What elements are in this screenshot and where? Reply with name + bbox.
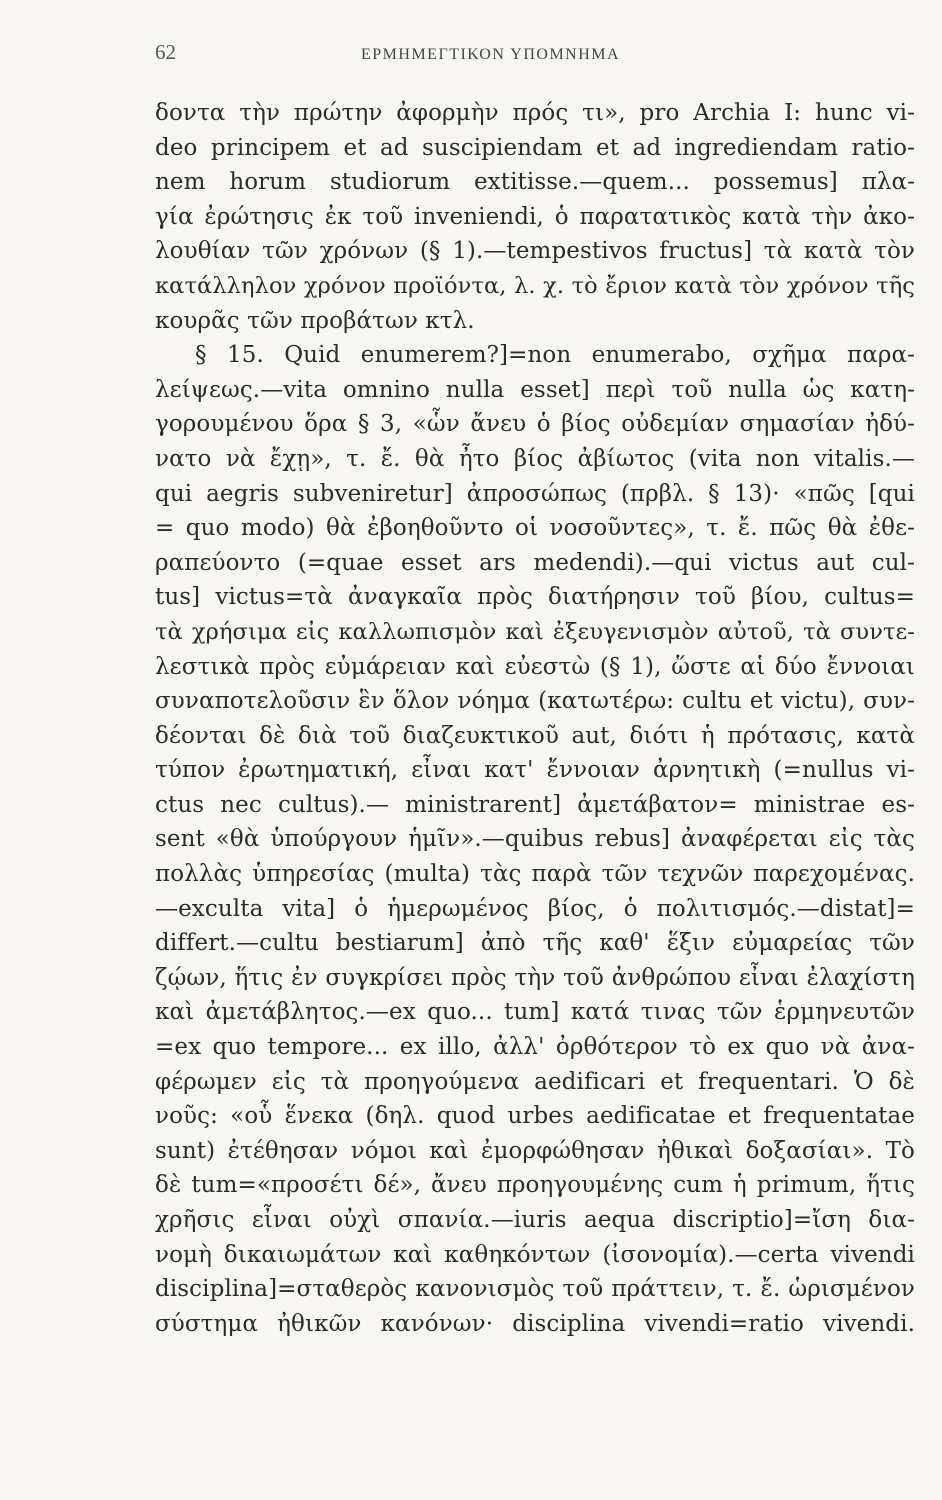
text-line: σύστημα ἠθικῶν κανόνων· disciplina vivendi=ratio vivendi. (155, 1310, 915, 1337)
text-line: tus] victus=τὰ ἀναγκαῖα πρὸς διατήρησιν τοῦ βίου, cultus= (155, 584, 915, 611)
text-line: πολλὰς ὑπηρεσίας (multa) τὰς παρὰ τῶν τεχνῶν παρεχομένας. (155, 861, 915, 888)
text-line: νομὴ δικαιωμάτων καὶ καθηκόντων (ἰσονομία).—certa vivendi (155, 1241, 915, 1268)
text-line: =ex quo tempore... ex illo, ἀλλ' ὀρθότερον τὸ ex quo νὰ ἀνα- (155, 1034, 915, 1061)
text-line: deo principem et ad suscipiendam et ad ingrediendam ratio- (155, 134, 915, 161)
text-line: κουρᾶς τῶν προβάτων κτλ. (155, 307, 475, 334)
text-line: λεστικὰ πρὸς εὐμάρειαν καὶ εὐεστὼ (§ 1), ὥστε αἱ δύο ἔννοιαι (155, 653, 915, 680)
text-line: disciplina]=σταθερὸς κανονισμὸς τοῦ πράττειν, τ. ἔ. ὡρισμένον (155, 1276, 915, 1303)
text-line: γία ἐρώτησις ἐκ τοῦ inveniendi, ὁ παρατατικὸς κατὰ τὴν ἀκο- (155, 203, 915, 230)
text-line: δὲ tum=«προσέτι δέ», ἄνευ προηγουμένης cum ἡ primum, ἥτις (155, 1172, 915, 1199)
text-line: χρῆσις εἶναι οὐχὶ σπανία.—iuris aequa discriptio]=ἴση δια- (155, 1207, 915, 1233)
text-line: nem horum studiorum extitisse.—quem... possemus] πλα- (155, 169, 915, 196)
text-line: δέονται δὲ διὰ τοῦ διαζευκτικοῦ aut, διότι ἡ πρότασις, κατὰ (155, 722, 915, 749)
text-line: γορουμένου ὅρα § 3, «ὧν ἄνευ ὁ βίος οὐδεμίαν σημασίαν ἠδύ- (155, 411, 915, 438)
text-line: sunt) ἐτέθησαν νόμοι καὶ ἐμορφώθησαν ἠθικαὶ δοξασίαι». Τὸ (155, 1137, 915, 1164)
text-line: = quo modo) θὰ ἐβοηθοῦντο οἱ νοσοῦντες», τ. ἔ. πῶς θὰ ἐθε- (155, 515, 915, 542)
text-line: καὶ ἀμετάβλητος.—ex quo... tum] κατά τινας τῶν ἑρμηνευτῶν (155, 999, 915, 1026)
text-line: φέρωμεν εἰς τὰ προηγούμενα aedificari et frequentari. Ὁ δὲ (155, 1068, 915, 1095)
text-line: ζῴων, ἥτις ἐν συγκρίσει πρὸς τὴν τοῦ ἀνθρώπου εἶναι ἐλαχίστη (155, 964, 915, 991)
text-line: δοντα τὴν πρώτην ἀφορμὴν πρός τι», pro Archia I: hunc vi- (155, 100, 915, 126)
text-line: § 15. Quid enumerem?]=non enumerabo, σχῆμα παρα- (195, 342, 915, 369)
text-line: ραπεύοντο (=quae esset ars medendi).—qui victus aut cul- (155, 549, 915, 576)
text-line: νατο νὰ ἔχῃ», τ. ἔ. θὰ ἦτο βίος ἀβίωτος (vita non vitalis.— (155, 445, 915, 472)
text-line: ctus nec cultus).— ministrarent] ἀμετάβατον= ministrae es- (155, 791, 915, 818)
page-number: 62 (155, 40, 176, 64)
text-line: λουθίαν τῶν χρόνων (§ 1).—tempestivos fructus] τὰ κατὰ τὸν (155, 238, 915, 265)
commentary-text (155, 96, 915, 1341)
text-line: τὰ χρήσιμα εἰς καλλωπισμὸν καὶ ἐξευγενισμὸν αὐτοῦ, τὰ συντε- (155, 618, 915, 645)
text-line: qui aegris subveniretur] ἀπροσώπως (πρβλ. § 13)· «πῶς [qui (155, 480, 915, 507)
page-header (155, 40, 785, 70)
text-line: —exculta vita] ὁ ἡμερωμένος βίος, ὁ πολιτισμός.—distat]= (155, 895, 915, 922)
text-line: differt.—cultu bestiarum] ἀπὸ τῆς καθ' ἕξιν εὐμαρείας τῶν (155, 930, 915, 957)
text-line: συναποτελοῦσιν ἓν ὅλον νόημα (κατωτέρω: cultu et victu), συν- (155, 688, 915, 715)
text-line: νοῦς: «οὗ ἕνεκα (δηλ. quod urbes aedificatae et frequentatae (155, 1103, 915, 1130)
text-line: sent «θὰ ὑπούργουν ἡμῖν».—quibus rebus] ἀναφέρεται εἰς τὰς (155, 826, 915, 853)
text-line: τύπον ἐρωτηματική, εἶναι κατ' ἔννοιαν ἀρνητικὴ (=nullus vi- (155, 757, 915, 784)
running-title: ΕΡΜΗΜΕΓΤΙΚΟΝ ΥΠΟΜΝΗΜΑ (361, 46, 621, 63)
text-line: κατάλληλον χρόνον προϊόντα, λ. χ. τὸ ἔριον κατὰ τὸν χρόνον τῆς (155, 272, 915, 299)
text-line: λείψεως.—vita omnino nulla esset] περὶ τοῦ nulla ὡς κατη- (155, 376, 915, 403)
